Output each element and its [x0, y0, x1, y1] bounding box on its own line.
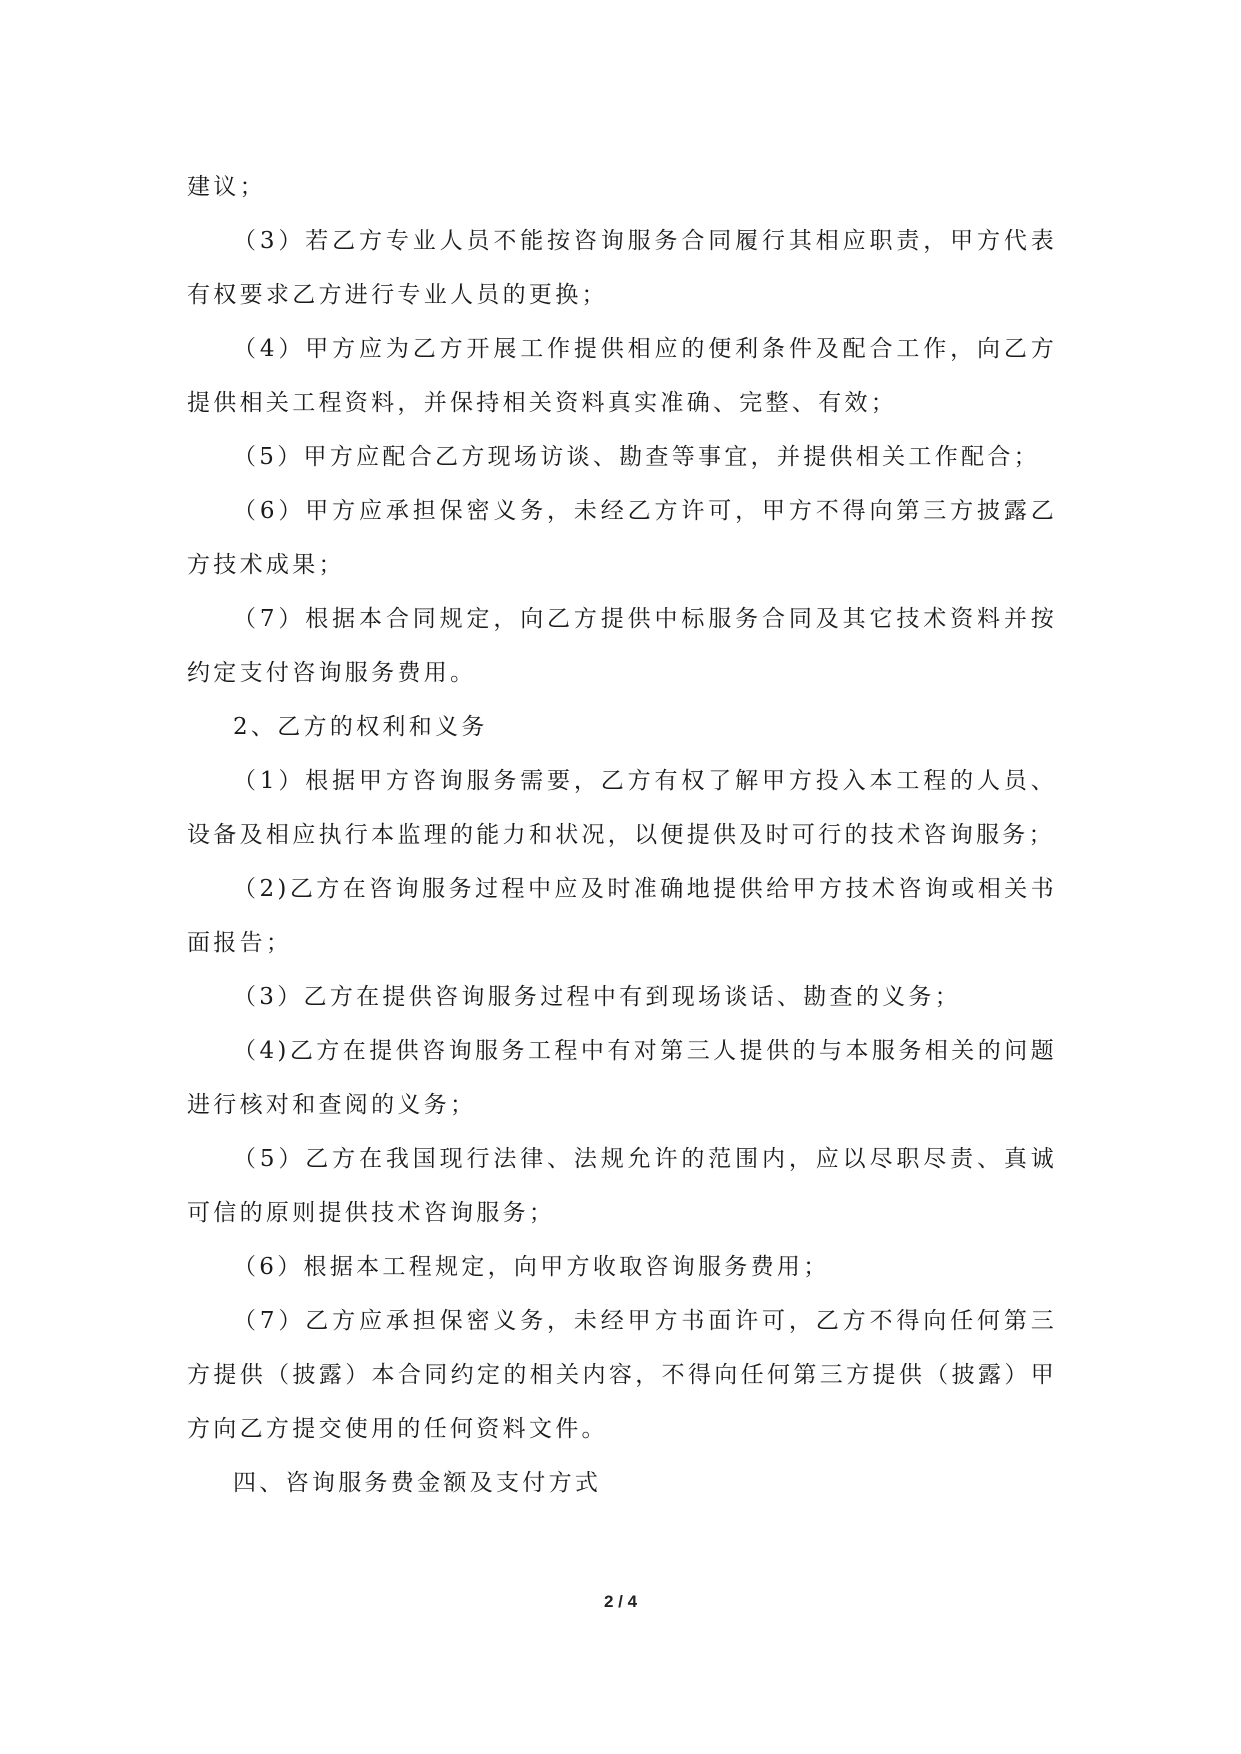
paragraph: （6）根据本工程规定，向甲方收取咨询服务费用；	[233, 1254, 830, 1280]
page-number: 2 / 4	[603, 1592, 638, 1611]
paragraph: （4)乙方在提供咨询服务工程中有对第三人提供的与本服务相关的问题进行核对和查阅的义务；	[187, 1038, 1057, 1118]
document-body	[187, 160, 1057, 1510]
paragraph: （5）乙方在我国现行法律、法规允许的范围内，应以尽职尽责、真诚可信的原则提供技术咨询服务；	[187, 1146, 1057, 1226]
paragraph: （3）乙方在提供咨询服务过程中有到现场谈话、勘查的义务；	[233, 984, 962, 1010]
paragraph: （5）甲方应配合乙方现场访谈、勘查等事宜，并提供相关工作配合；	[233, 444, 1040, 470]
paragraph: 建议；	[187, 174, 266, 200]
paragraph: （7）乙方应承担保密义务，未经甲方书面许可，乙方不得向任何第三方提供（披露）本合同约定的相关内容，不得向任何第三方提供（披露）甲方向乙方提交使用的任何资料文件。	[187, 1308, 1057, 1442]
paragraph: （6）甲方应承担保密义务，未经乙方许可，甲方不得向第三方披露乙方技术成果；	[187, 498, 1057, 578]
paragraph: （1）根据甲方咨询服务需要，乙方有权了解甲方投入本工程的人员、设备及相应执行本监理的能力和状况，以便提供及时可行的技术咨询服务；	[187, 768, 1057, 848]
paragraph: （7）根据本合同规定，向乙方提供中标服务合同及其它技术资料并按约定支付咨询服务费用。	[187, 606, 1057, 686]
section-heading: 2、乙方的权利和义务	[233, 714, 488, 740]
paragraph: （2)乙方在咨询服务过程中应及时准确地提供给甲方技术咨询或相关书面报告；	[187, 876, 1057, 956]
paragraph: （3）若乙方专业人员不能按咨询服务合同履行其相应职责，甲方代表有权要求乙方进行专业人员的更换；	[187, 228, 1057, 308]
section-heading: 四、咨询服务费金额及支付方式	[233, 1470, 602, 1496]
paragraph: （4）甲方应为乙方开展工作提供相应的便利条件及配合工作，向乙方提供相关工程资料，并保持相关资料真实准确、完整、有效；	[187, 336, 1057, 416]
